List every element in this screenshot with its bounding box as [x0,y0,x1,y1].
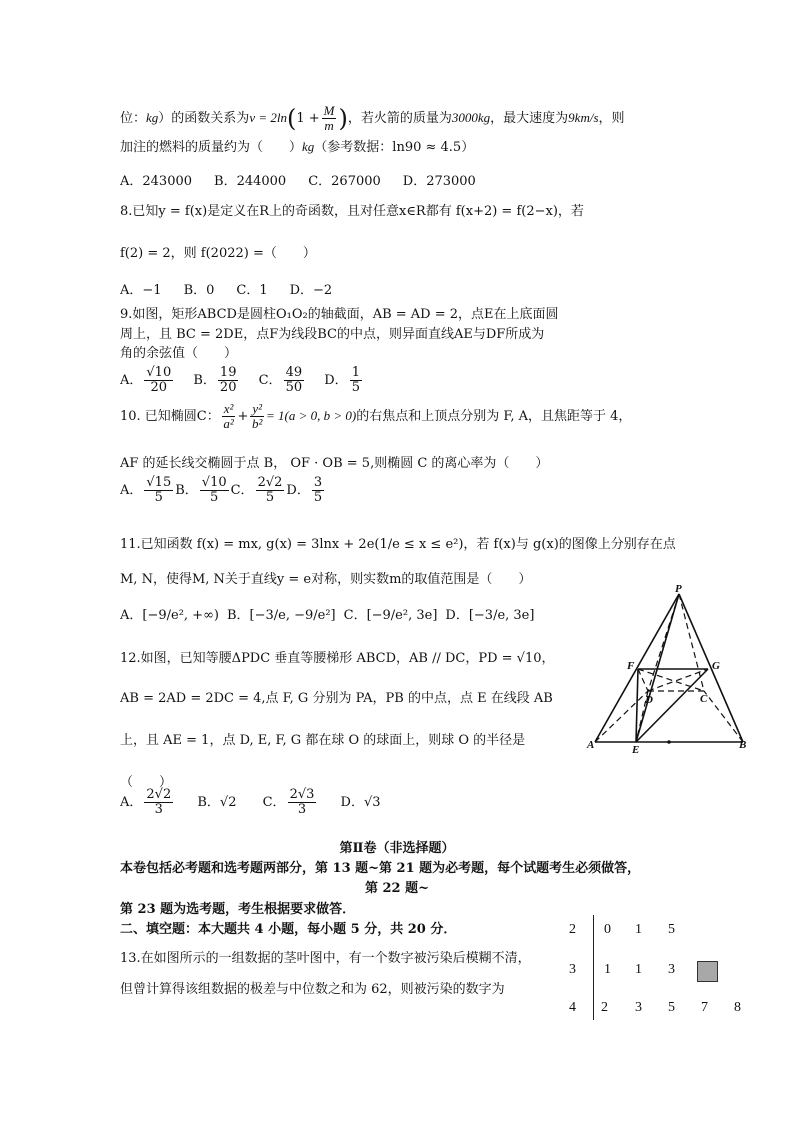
q11-option-d[interactable]: D．[−3/e, 3e] [445,608,535,623]
q9-option-a-label: A． [120,373,143,388]
leaf: 5 [668,922,675,937]
q12-option-a-num: 2√2 [146,787,172,802]
q10-options [120,476,326,505]
q9-option-b-label: B． [193,373,216,388]
leaf: 1 [635,962,642,977]
q11-options [120,607,556,625]
q10-option-a-den: 5 [154,490,163,505]
label-e: E [632,744,640,756]
q7-line1: 位：kg）的函数关系为v = 2ln(1 + $\frac{M}{m}$ )，若火箭的质量为3000kg，最大速度为9km/s，则 [120,103,625,133]
q8-options [120,282,354,300]
q9-line3: 角的余弦值（ ） [120,346,238,361]
q7-bracket-close: ) [338,104,348,133]
q10-a2: a² [223,416,234,431]
q7-option-a[interactable]: A．243000 [120,174,193,189]
q11-line1: 11.已知函数 f(x) = mx, g(x) = 3lnx + 2e(1/e ≤ x ≤ e²)，若 f(x)与 g(x)的图像上分别存在点 [120,537,676,552]
q12-options [120,788,381,817]
q12-option-d[interactable]: D．√3 [340,795,381,810]
stem-2: 2 [569,922,576,937]
q8-option-b[interactable]: B．0 [183,283,215,298]
q10-tail: 的右焦点和上顶点分别为 F, A，且焦距等于 4， [356,409,632,424]
q7-mass: 3000kg [451,110,491,125]
q10-x-frac [222,402,236,431]
q7-frac-num: M [323,103,335,118]
leaf: 3 [635,1000,642,1015]
q9-option-d-frac [350,366,362,395]
q10-option-a[interactable] [120,475,175,505]
leaf: 3 [668,962,675,977]
q9-option-a-num: √10 [146,365,172,380]
q9-option-d-num: 1 [351,365,360,380]
q12-option-c-label: C． [262,795,286,810]
q12-option-c-den: 3 [297,802,307,817]
q10-option-a-label: A． [120,483,143,498]
q12-option-c-frac [288,788,317,817]
label-f: F [627,660,635,672]
q8-line1: 8.已知y = f(x)是定义在R上的奇函数，且对任意x∈R都有 f(x+2) = f(2−x)，若 [120,204,584,219]
q10-b2: b² [251,416,263,431]
q10-y-frac [250,402,264,431]
q11-line2: M, N，使得M, N关于直线y = e对称，则实数m的取值范围是（ ） [120,572,532,587]
part2-desc1: 本卷包括必考题和选考题两部分，第 13 题~第 21 题为必考题，每个试题考生必须做答， [120,861,641,876]
part2-desc3: 第 23 题为选考题，考生根据要求做答． [120,902,356,917]
q10-option-d-den: 5 [313,490,323,505]
q10-option-d-label: D． [286,483,310,498]
q7-line2-kg: kg [302,139,315,154]
q10-option-b-den: 5 [210,490,219,505]
q7-line2 [120,138,474,157]
q9-line1: 9.如图，矩形ABCD是圆柱O₁O₂的轴截面，AB = AD = 2，点E在上底面圆 [120,307,559,322]
q9-option-c-num: 49 [285,365,303,380]
q13-line1: 13.在如图所示的一组数据的茎叶图中，有一个数字被污染后模糊不清， [120,951,531,966]
label-p: P [675,583,682,595]
part2-desc2: 第 22 题~ [364,881,430,896]
leaf: 7 [701,1000,708,1015]
section-fill-blank: 二、填空题：本大题共 4 小题，每小题 5 分，共 20 分． [120,922,457,937]
leaf: 1 [604,962,611,977]
label-g: G [712,660,720,672]
q9-option-a[interactable] [120,365,175,395]
label-a: A [587,739,595,751]
q10-option-b-frac [200,476,229,505]
q7-text-d: ，最大速度为 [490,111,569,126]
q10-line2: AF 的延长线交椭圆于点 B， OF · OB = 5,则椭圆 C 的离心率为（ ） [120,456,549,471]
q10-option-b[interactable] [175,475,230,505]
q10-option-c[interactable] [230,475,287,505]
stem-4: 4 [569,1000,576,1015]
q10-y2: y² [252,401,263,416]
q9-option-c-frac [284,366,305,395]
q7-frac-den: m [324,118,334,133]
q9-line2: 周上，且 BC = 2DE，点F为线段BC的中点，则异面直线AE与DF所成为 [120,327,545,342]
label-b: B [739,739,747,751]
q8-line2: f(2) = 2，则 f(2022) =（ ） [120,246,316,261]
q10-option-c-den: 5 [265,490,275,505]
stem-3: 3 [569,962,576,977]
q9-option-c-label: C． [258,373,282,388]
q7-text-c: ，若火箭的质量为 [347,111,452,126]
q12-option-c-num: 2√3 [289,787,315,802]
q9-option-a-den: 20 [150,380,168,395]
q7-options [120,173,498,191]
q12-line3: 上，且 AE = 1，点 D, E, F, G 都在球 O 的球面上，则球 O 的半径是 [120,733,526,748]
q10-x2: x² [223,401,234,416]
q10-cond: = 1(a > 0, b > 0) [266,408,357,423]
q9-option-d-den: 5 [351,380,360,395]
q10-prefix: 10. 已知椭圆C： [120,409,220,424]
q10-option-d-num: 3 [313,475,323,490]
q12-option-b[interactable]: B．√2 [197,795,237,810]
q12-line2: AB = 2AD = 2DC = 4,点 F, G 分别为 PA，PB 的中点，点 E 在线段 AB [120,691,553,706]
q7-bracket-open: ( [286,104,297,133]
q9-option-b-num: 19 [219,365,237,380]
q7-speed: 9km/s [568,110,599,125]
leaf: 5 [668,1000,675,1015]
q12-option-a-label: A． [120,795,143,810]
stem-divider [593,915,594,1020]
q13-line2: 但曾计算得该组数据的极差与中位数之和为 62，则被污染的数字为 [120,982,505,997]
q10-option-c-num: 2√2 [257,475,283,490]
q9-option-a-frac [144,366,173,395]
part2-title: 第Ⅱ卷（非选择题） [339,841,455,856]
q9-option-b-den: 20 [219,380,237,395]
q7-text-a: 位： [120,111,147,126]
q12-option-a[interactable] [120,787,175,817]
leaf: 2 [601,1000,608,1015]
q12-option-a-den: 3 [154,802,163,817]
q9-option-c[interactable] [258,365,307,395]
q10-option-a-num: √15 [146,475,172,490]
q7-line2-a: 加注的燃料的质量约为（ ） [120,140,303,155]
q11-option-b[interactable]: B．[−3/e, −9/e²] [226,608,336,623]
q10-option-c-label: C． [230,483,254,498]
q9-option-b-frac [218,366,239,395]
q7-fraction [322,104,337,133]
q7-text-b: ）的函数关系为 [158,111,250,126]
q10-option-a-frac [144,476,173,505]
leaf: 8 [734,1000,741,1015]
q7-option-b[interactable]: B．244000 [214,174,287,189]
q9-option-d[interactable] [324,365,364,395]
q12-paren: （ ） [120,775,173,790]
leaf: 0 [604,922,611,937]
label-d: D [645,694,653,706]
q9-option-b[interactable] [193,365,240,395]
q7-text-e: ，则 [598,111,625,126]
q12-pyramid-figure [580,580,760,760]
q9-option-c-den: 50 [285,380,303,395]
q10-option-c-frac [256,476,285,505]
q7-unit-kg: kg [146,110,159,125]
q10-line1: 10. 已知椭圆C： $\frac{\text{x²}}{\text{a²}}$ + $\frac{\text{y²}}{\text{b²}}$ = 1(a > 0, b > 0)的右焦点和上顶点分别为 F, A，且焦距等于 4， [120,401,632,431]
q10-option-b-label: B． [175,483,198,498]
q11-option-a[interactable]: A．[−9/e², +∞) [120,608,219,623]
label-c: C [700,693,708,705]
q7-option-d[interactable]: D．273000 [402,174,476,189]
q8-option-d[interactable]: D．−2 [289,283,333,298]
smudged-digit [697,961,718,982]
q12-option-c[interactable] [262,787,319,817]
q7-line2-b: （参考数据：ln90 ≈ 4.5） [314,140,475,155]
q7-formula: v = 2ln [249,110,287,125]
q12-option-a-frac [144,788,173,817]
q12-line1: 12.如图，已知等腰ΔPDC 垂直等腰梯形 ABCD，AB // DC，PD = √10， [120,651,555,666]
q11-option-c[interactable]: C．[−9/e², 3e] [343,608,438,623]
q10-option-d[interactable] [286,475,326,505]
leaf: 1 [635,922,642,937]
q10-option-d-frac [312,476,324,505]
q9-option-d-label: D． [324,373,348,388]
q10-option-b-num: √10 [201,475,227,490]
q8-option-a[interactable]: A．−1 [120,283,162,298]
q9-options [120,366,364,395]
q8-option-c[interactable]: C．1 [236,283,268,298]
q7-option-c[interactable]: C．267000 [308,174,381,189]
